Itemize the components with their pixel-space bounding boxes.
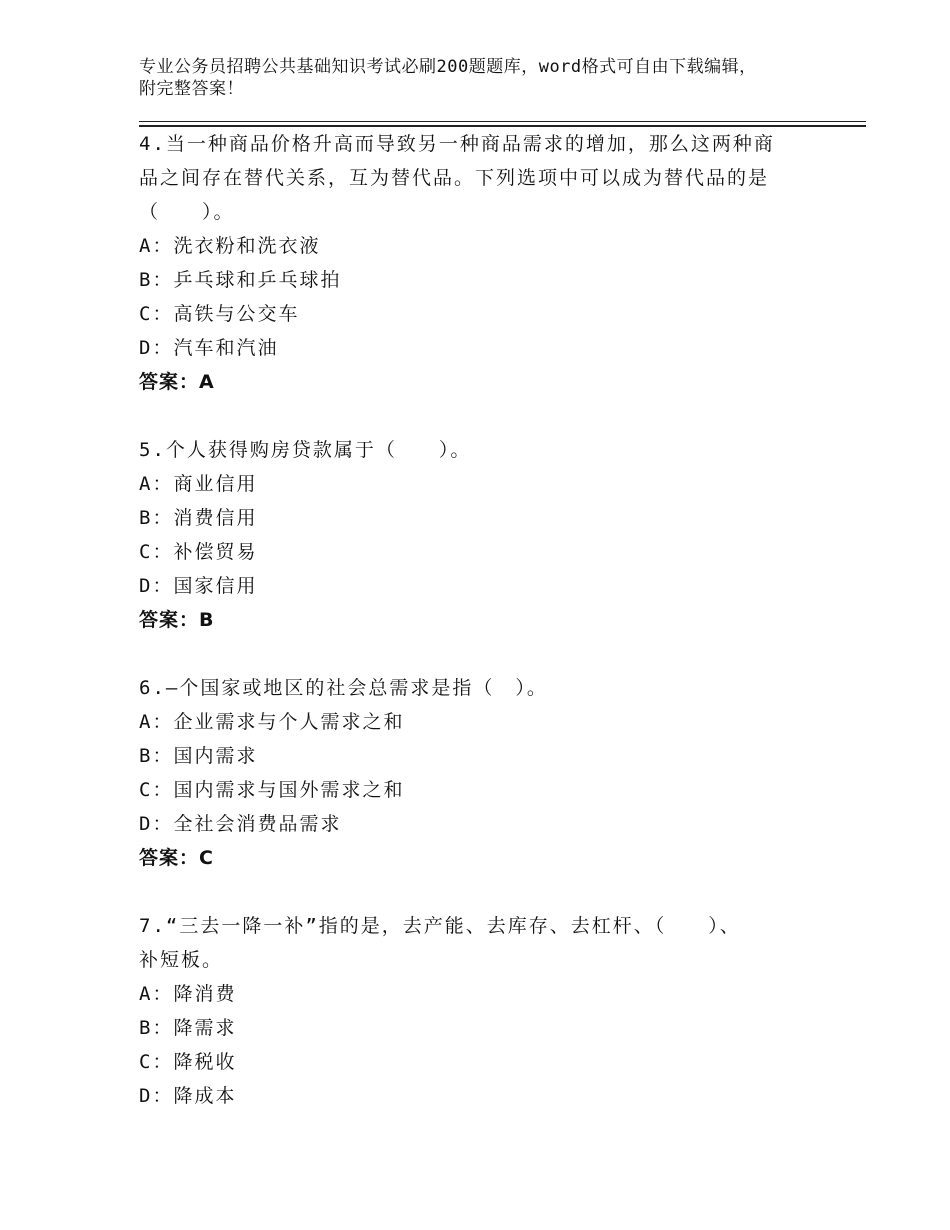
option-d: D：降成本 <box>139 1085 237 1107</box>
question-stem: 品之间存在替代关系，互为替代品。下列选项中可以成为替代品的是 <box>139 167 770 189</box>
header-line-2: 附完整答案！ <box>139 79 244 99</box>
question-stem: 补短板。 <box>139 949 224 971</box>
question-stem: （ ）。 <box>139 201 235 223</box>
question-6 <box>139 671 839 875</box>
option-c: C：高铁与公交车 <box>139 303 300 325</box>
option-c: C：补偿贸易 <box>139 541 258 563</box>
question-stem: 5.个人获得购房贷款属于（ ）。 <box>139 439 472 461</box>
option-a: A：降消费 <box>139 983 237 1005</box>
option-a: A：商业信用 <box>139 473 258 495</box>
question-stem: 4.当一种商品价格升高而导致另一种商品需求的增加，那么这两种商 <box>139 133 775 155</box>
header-rule-thin <box>139 121 866 122</box>
option-b: B：乒乓球和乒乓球拍 <box>139 269 342 291</box>
option-b: B：消费信用 <box>139 507 258 529</box>
option-d: D：国家信用 <box>139 575 258 597</box>
question-stem: 7.“三去一降一补”指的是，去产能、去库存、去杠杆、（ ）、 <box>139 915 741 937</box>
answer-text: 答案：B <box>139 609 215 631</box>
option-b: B：国内需求 <box>139 745 258 767</box>
option-a: A：洗衣粉和洗衣液 <box>139 235 321 257</box>
question-7 <box>139 909 839 1113</box>
option-a: A：企业需求与个人需求之和 <box>139 711 405 733</box>
header-line-1: 专业公务员招聘公共基础知识考试必刷200题题库，word格式可自由下载编辑， <box>139 57 757 77</box>
option-b: B：降需求 <box>139 1017 237 1039</box>
question-4 <box>139 127 839 399</box>
answer-text: 答案：C <box>139 847 214 869</box>
question-list <box>139 127 839 1147</box>
option-c: C：国内需求与国外需求之和 <box>139 779 405 801</box>
answer-text: 答案：A <box>139 371 215 393</box>
document-header <box>139 56 839 100</box>
option-d: D：汽车和汽油 <box>139 337 279 359</box>
option-c: C：降税收 <box>139 1051 237 1073</box>
question-stem: 6.—个国家或地区的社会总需求是指（ ）。 <box>139 677 548 699</box>
option-d: D：全社会消费品需求 <box>139 813 342 835</box>
question-5 <box>139 433 839 637</box>
